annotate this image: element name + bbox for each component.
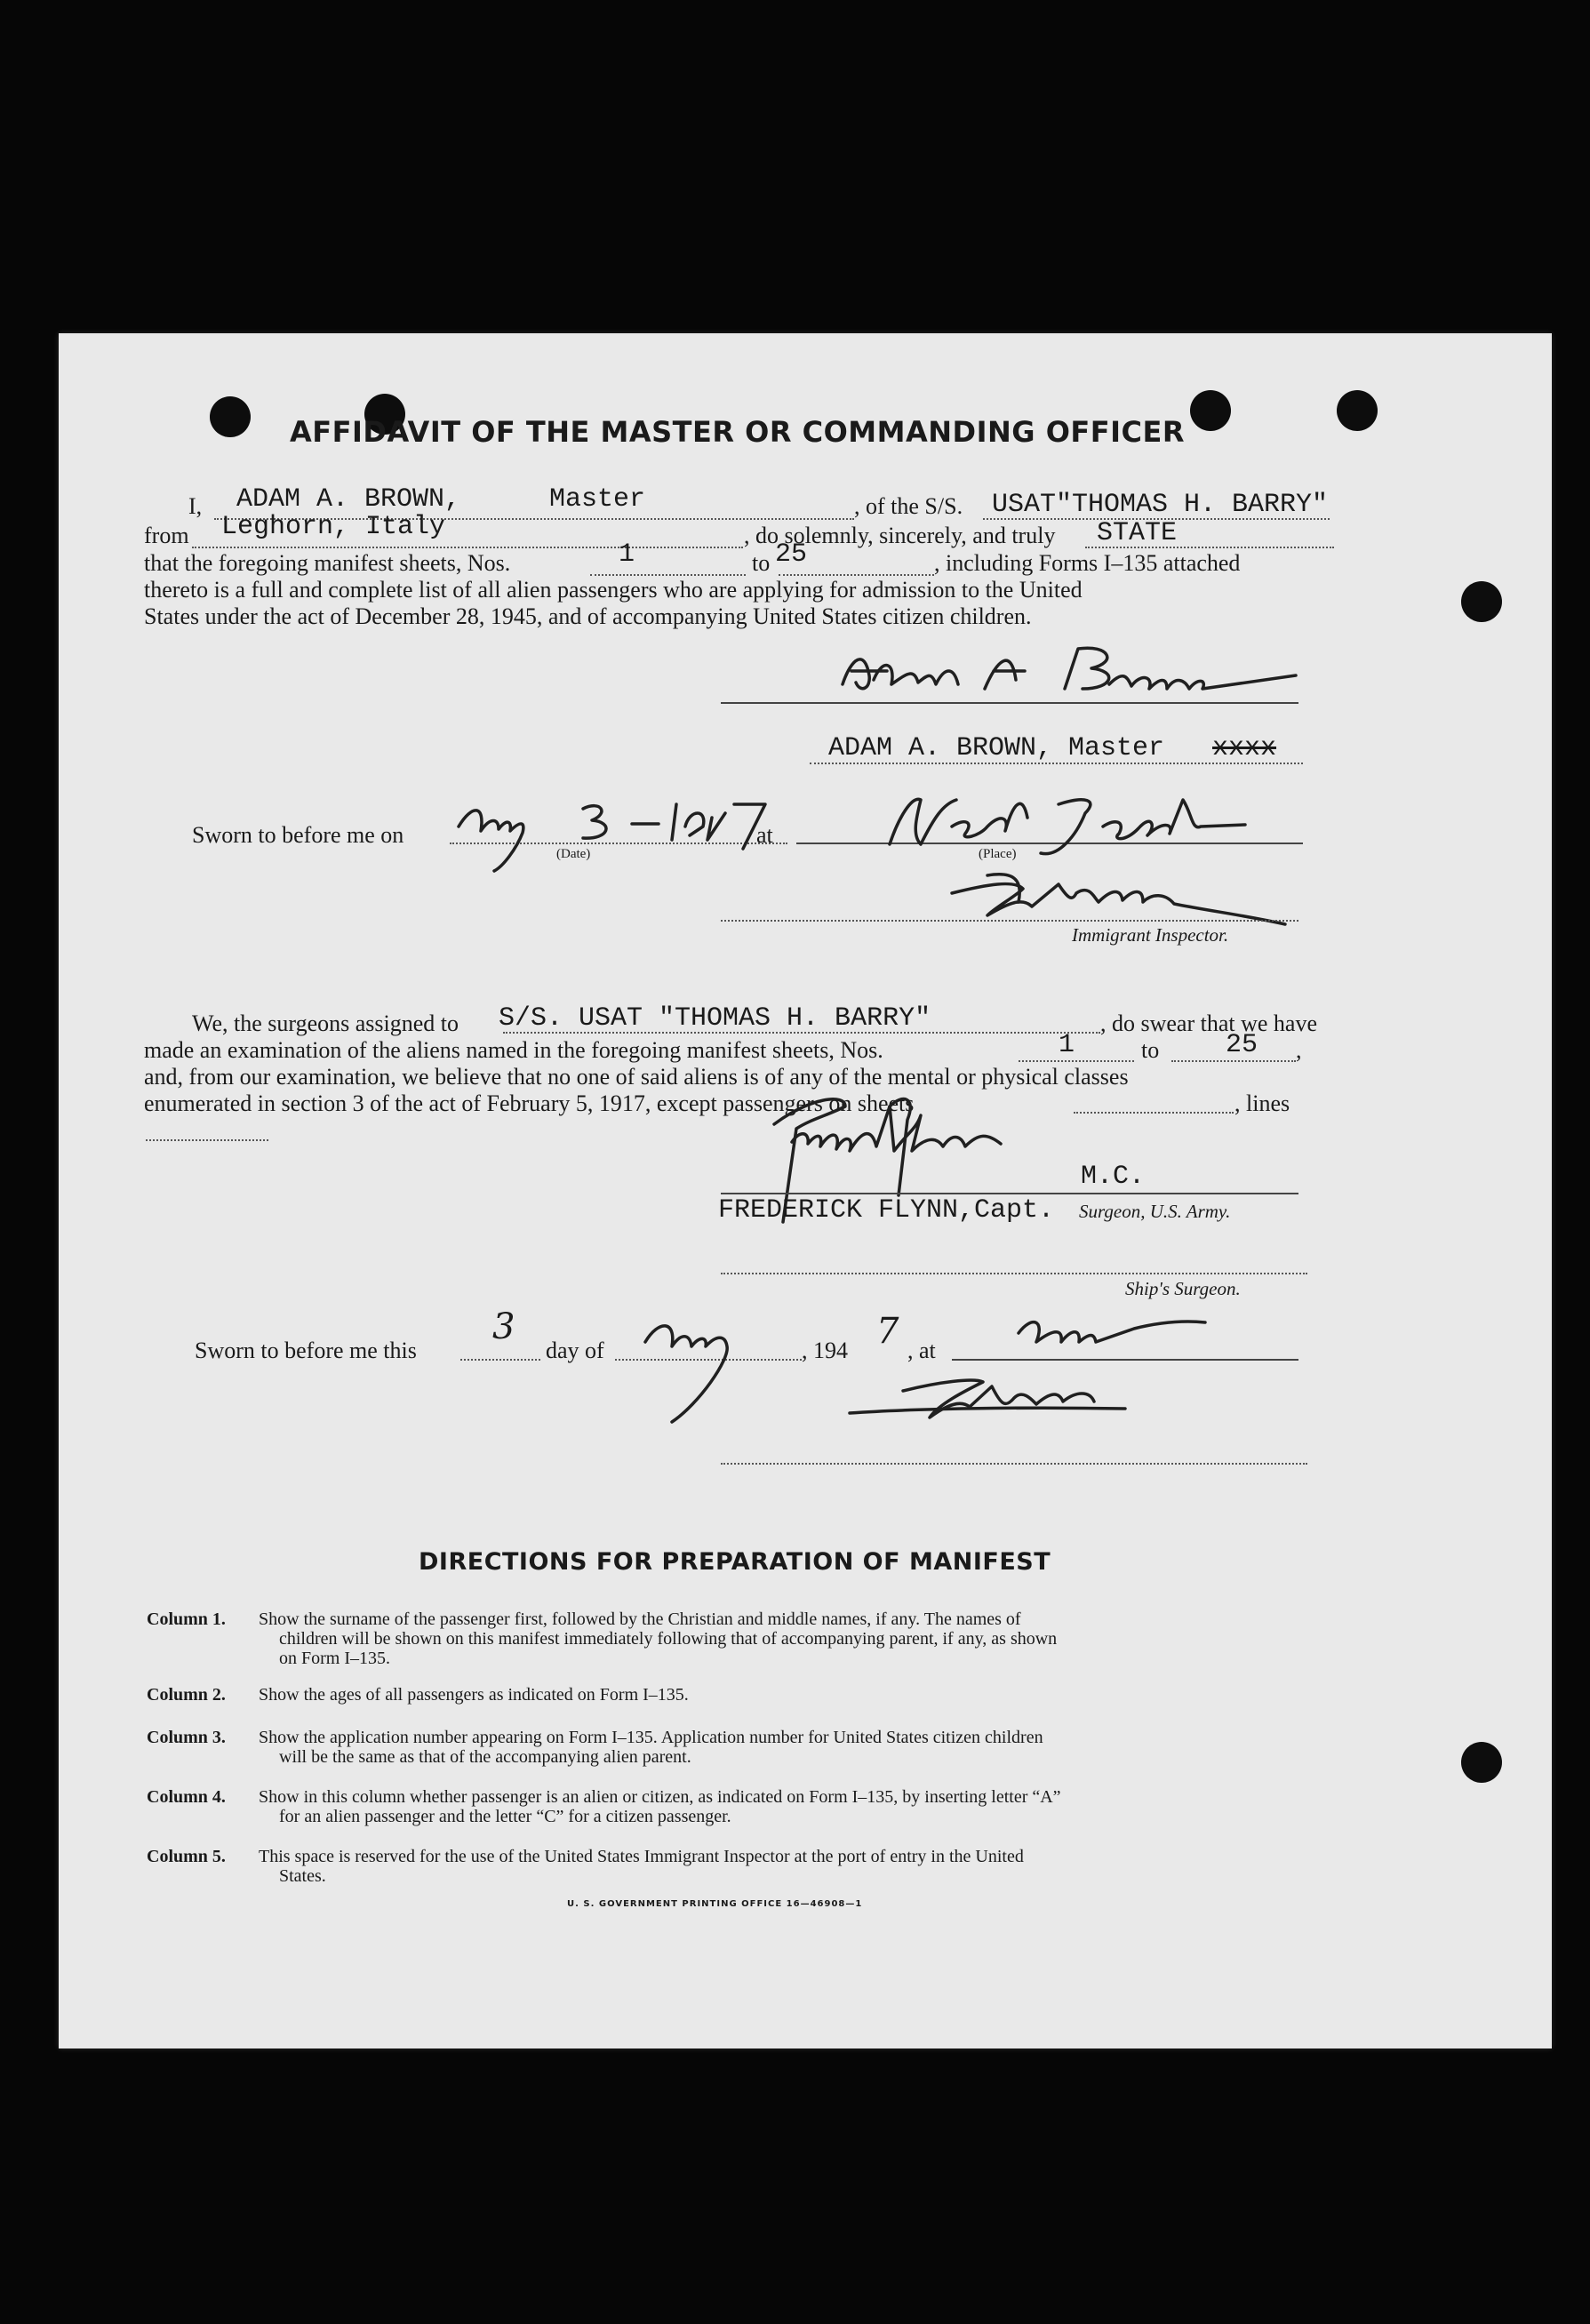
punch-hole bbox=[210, 396, 251, 437]
column-4-label: Column 4. bbox=[147, 1787, 226, 1807]
surgeons-from-line bbox=[1019, 1060, 1134, 1062]
sworn-signature-line bbox=[721, 1463, 1307, 1465]
column-5-line-1: This space is reserved for the use of the United States Immigrant Inspector at the port of entry in the United bbox=[259, 1847, 1024, 1866]
sworn-at-label: at bbox=[756, 822, 773, 848]
master-rank: Master bbox=[549, 484, 646, 515]
date-caption: (Date) bbox=[556, 847, 591, 861]
struck-out-text: xxxx bbox=[1212, 733, 1277, 763]
manifest-sheets-text: that the foregoing manifest sheets, Nos. bbox=[144, 550, 511, 576]
column-2-line-1: Show the ages of all passengers as indicated on Form I–135. bbox=[259, 1685, 689, 1705]
inspector-caption: Immigrant Inspector. bbox=[1072, 924, 1229, 946]
forms-attached-text: , including Forms I–135 attached bbox=[934, 550, 1241, 576]
inspector-signature-line bbox=[721, 920, 1298, 922]
ship-name: USAT"THOMAS H. BARRY" bbox=[992, 490, 1329, 520]
document-page bbox=[59, 333, 1552, 2048]
departure-port: Leghorn, Italy bbox=[221, 512, 446, 542]
from-label: from bbox=[144, 523, 189, 548]
day-of-label: day of bbox=[546, 1338, 604, 1363]
column-4-line-1: Show in this column whether passenger is an alien or citizen, as indicated on Form I–135, by inserting letter “A” bbox=[259, 1787, 1061, 1807]
column-4-line-2: for an alien passenger and the letter “C” for a citizen passenger. bbox=[279, 1807, 731, 1826]
column-1-line-1: Show the surname of the passenger first, followed by the Christian and middle names, if any. The names of bbox=[259, 1609, 1021, 1629]
master-name: ADAM A. BROWN, bbox=[236, 484, 461, 515]
surgeons-ship: S/S. USAT "THOMAS H. BARRY" bbox=[499, 1003, 931, 1034]
column-3-line-1: Show the application number appearing on Form I–135. Application number for United States citizen children bbox=[259, 1728, 1043, 1747]
surgeons-to-line bbox=[1171, 1060, 1296, 1062]
column-3-line-2: will be the same as that of the accompanying alien parent. bbox=[279, 1747, 691, 1767]
punch-hole bbox=[1461, 1742, 1502, 1783]
sworn-day-line bbox=[460, 1359, 540, 1361]
surgeons-text-2: , do swear that we have bbox=[1100, 1010, 1318, 1036]
handwritten-place bbox=[872, 782, 1281, 867]
handwritten-month bbox=[627, 1306, 823, 1431]
year-digit: 7 bbox=[876, 1311, 899, 1352]
column-3-label: Column 3. bbox=[147, 1728, 226, 1747]
sworn-at-label-2: , at bbox=[907, 1338, 936, 1363]
sworn-day: 3 bbox=[492, 1306, 515, 1347]
sheets-to-line bbox=[779, 574, 934, 576]
solemnly-text: , do solemnly, sincerely, and truly bbox=[744, 523, 1056, 548]
directions-title: DIRECTIONS FOR PREPARATION OF MANIFEST bbox=[419, 1548, 1051, 1576]
sworn-this-label: Sworn to before me this bbox=[195, 1338, 417, 1363]
surgeons-sheets-to: 25 bbox=[1226, 1030, 1258, 1060]
surgeons-text-1: We, the surgeons assigned to bbox=[192, 1010, 459, 1036]
sheets-from: 1 bbox=[619, 539, 635, 570]
place-caption: (Place) bbox=[979, 847, 1017, 861]
handwritten-date bbox=[450, 787, 805, 867]
year-prefix: , 194 bbox=[802, 1338, 848, 1363]
surgeons-line-4: enumerated in section 3 of the act of February 5, 1917, except passengers on sheets bbox=[144, 1090, 915, 1116]
sheets-to: 25 bbox=[775, 539, 808, 570]
column-5-line-2: States. bbox=[279, 1866, 326, 1886]
surgeons-comma: , bbox=[1296, 1037, 1302, 1063]
except-lines-line bbox=[146, 1139, 268, 1141]
surgeon-caption: Surgeon, U.S. Army. bbox=[1079, 1201, 1231, 1222]
surgeons-sheets-from: 1 bbox=[1059, 1030, 1075, 1060]
affidavit-line-5: States under the act of December 28, 1945, and of accompanying United States citizen children. bbox=[144, 603, 1032, 629]
surgeons-line-3: and, from our examination, we believe that no one of said aliens is of any of the mental or physical classes bbox=[144, 1064, 1129, 1090]
master-typed-signature: ADAM A. BROWN, Master bbox=[828, 733, 1165, 763]
ships-surgeon-line bbox=[721, 1273, 1307, 1274]
column-2-label: Column 2. bbox=[147, 1685, 226, 1705]
handwritten-place-2 bbox=[1010, 1306, 1223, 1360]
surgeons-examination-text: made an examination of the aliens named in the foregoing manifest sheets, Nos. bbox=[144, 1037, 883, 1063]
punch-hole bbox=[1190, 390, 1231, 431]
inspector-signature-2 bbox=[841, 1355, 1250, 1444]
of-the-label: , of the S/S. bbox=[854, 493, 963, 519]
to-label: to bbox=[752, 550, 771, 576]
master-signature bbox=[825, 640, 1305, 711]
master-signature-line bbox=[721, 702, 1298, 704]
surgeon-signature-line bbox=[721, 1193, 1298, 1194]
mc-text: M.C. bbox=[1081, 1162, 1146, 1192]
sworn-before-label: Sworn to before me on bbox=[192, 822, 404, 848]
sheets-from-line bbox=[590, 574, 746, 576]
ships-surgeon-caption: Ship's Surgeon. bbox=[1125, 1278, 1241, 1299]
column-1-line-2: children will be shown on this manifest immediately following that of accompanying parent, if any, as shown bbox=[279, 1629, 1058, 1649]
affiant-prefix: I, bbox=[188, 493, 203, 519]
affidavit-title: AFFIDAVIT OF THE MASTER OR COMMANDING OFFICER bbox=[290, 415, 1185, 449]
surgeons-to-label: to bbox=[1141, 1037, 1160, 1063]
inspector-signature bbox=[934, 858, 1467, 933]
printing-office-footer: U. S. GOVERNMENT PRINTING OFFICE 16—46908—1 bbox=[567, 1899, 863, 1909]
punch-hole bbox=[1461, 581, 1502, 622]
punch-hole bbox=[1337, 390, 1378, 431]
state-word: STATE bbox=[1097, 518, 1178, 548]
column-1-line-3: on Form I–135. bbox=[279, 1649, 390, 1668]
column-5-label: Column 5. bbox=[147, 1847, 226, 1866]
port-field-line bbox=[192, 547, 743, 548]
column-1-label: Column 1. bbox=[147, 1609, 226, 1629]
surgeon-typed-name: FREDERICK FLYNN,Capt. bbox=[718, 1195, 1055, 1226]
affidavit-line-4: thereto is a full and complete list of all alien passengers who are applying for admission to the United bbox=[144, 577, 1083, 603]
lines-label: , lines bbox=[1234, 1090, 1290, 1116]
